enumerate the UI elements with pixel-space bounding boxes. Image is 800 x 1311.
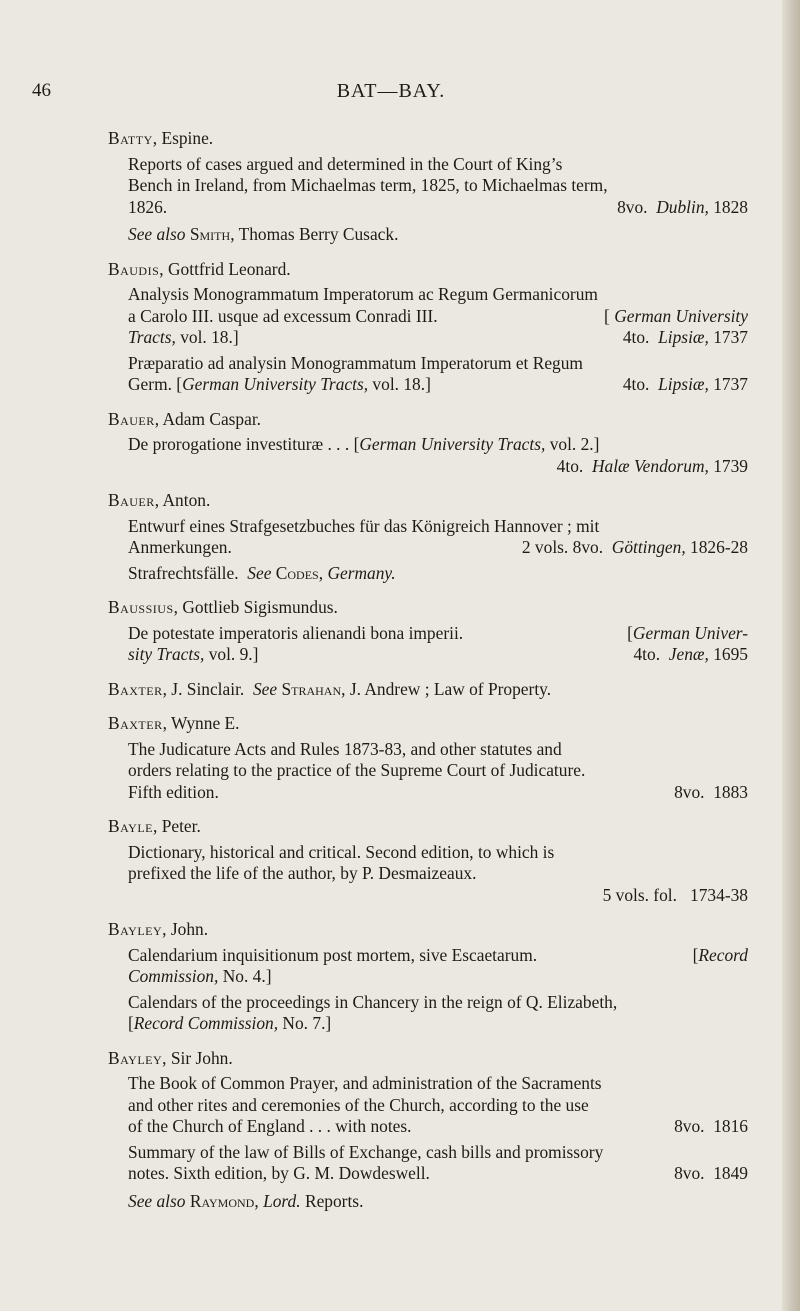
imprint-line: [128, 1163, 748, 1185]
imprint-line: [128, 197, 748, 219]
see-label: See: [247, 562, 272, 583]
format: 8vo.: [617, 196, 648, 217]
ref-tail: Reports.: [304, 1190, 364, 1211]
surname: Bauer: [108, 490, 155, 510]
entry-baxter-wynne: [108, 713, 748, 803]
imprint: [617, 197, 748, 219]
series-name: German Univer-: [632, 622, 748, 643]
entry-batty: [108, 128, 748, 246]
entry-bayle: [108, 816, 748, 906]
see-also: [128, 1191, 748, 1213]
page-number: 46: [32, 80, 51, 101]
given-name: , Adam Caspar.: [154, 408, 262, 429]
entry-heading: [108, 679, 748, 701]
imprint-line: [128, 782, 748, 804]
given-name: , Anton.: [154, 490, 211, 510]
title-part: Germ.: [128, 374, 172, 394]
surname: Bayle: [108, 816, 153, 836]
entry-heading: [108, 259, 748, 281]
year: 1737: [713, 374, 748, 394]
work: [128, 154, 748, 219]
series-rest: vol. 2.]: [545, 434, 600, 454]
format: 4to.: [622, 374, 650, 394]
series-rest: No. 7.]: [278, 1013, 332, 1033]
title-line: [128, 563, 748, 585]
title-text: Calendarium inquisitionum post mortem, sive Escaetarum.: [128, 944, 538, 965]
year: 1828: [713, 196, 748, 217]
ref-name: Raymond: [189, 1190, 255, 1211]
format: 4to.: [556, 455, 584, 476]
year: 1883: [713, 781, 748, 802]
surname: Baxter: [108, 678, 163, 699]
title-line: Fifth edition.: [128, 781, 219, 802]
imprint-line: [128, 327, 748, 349]
given-name: , Espine.: [152, 128, 214, 148]
year: 1739: [713, 455, 748, 476]
imprint: [674, 782, 748, 804]
work: [128, 434, 748, 477]
entry-baussius: [108, 597, 748, 666]
surname: Baudis: [108, 258, 160, 279]
series-name: Record Commission,: [133, 1013, 279, 1033]
surname: Bauer: [108, 408, 155, 429]
series-rest: vol. 18.]: [175, 327, 239, 347]
running-head: BAT—BAY.: [336, 80, 446, 102]
format: 5 vols. fol.: [602, 884, 677, 905]
title-line: Summary of the law of Bills of Exchange, cash bills and promissory: [128, 1141, 604, 1162]
entry-baxter-sinclair: [108, 679, 748, 701]
entry-heading: [108, 816, 748, 838]
series-name: sity Tracts,: [128, 644, 205, 664]
bracket: [: [604, 305, 610, 326]
entry-heading: [108, 919, 748, 941]
work: [128, 739, 748, 804]
place: Jenæ,: [668, 644, 709, 664]
year: 1695: [713, 644, 748, 664]
format: 8vo.: [674, 1116, 705, 1136]
given-name: , Wynne E.: [162, 713, 240, 733]
imprint: [522, 537, 748, 559]
format: 8vo.: [674, 781, 705, 802]
series-name: Record: [698, 944, 748, 965]
year: 1737: [713, 327, 748, 347]
series-cont: [128, 644, 258, 666]
series-name: German University Tracts,: [182, 374, 369, 394]
title-line: orders relating to the practice of the Supreme Court of Judicature.: [128, 760, 586, 780]
year: 1826-28: [690, 537, 748, 557]
place: Lipsiæ,: [658, 374, 709, 394]
work: [128, 945, 748, 988]
title-line: Calendars of the proceedings in Chancery in the reign of Q. Elizabeth,: [128, 991, 618, 1012]
title-line: prefixed the life of the author, by P. Desmaizeaux.: [128, 863, 477, 883]
year: 1734-38: [690, 884, 748, 905]
work: [128, 1073, 748, 1138]
imprint: [633, 644, 748, 666]
entry-bauer-adam: [108, 409, 748, 478]
given-name: , J. Sinclair.: [162, 678, 245, 699]
title-line: The Judicature Acts and Rules 1873-83, and other statutes and: [128, 738, 562, 759]
given-name: , Sir John.: [162, 1047, 233, 1068]
imprint-line: [128, 456, 748, 478]
surname: Bayley: [108, 1047, 163, 1068]
title-line: 1826.: [128, 196, 168, 217]
series-name: German University Tracts,: [359, 434, 546, 454]
surname: Batty: [108, 128, 153, 148]
year: 1849: [713, 1163, 748, 1183]
format: 8vo.: [674, 1163, 705, 1183]
title-line: and other rites and ceremonies of the Church, according to the use: [128, 1094, 589, 1115]
see-label: See also: [128, 1190, 186, 1211]
given-name: , John.: [162, 919, 209, 939]
given-name: , Gottfrid Leonard.: [159, 258, 291, 279]
imprint-line: [128, 537, 748, 559]
series-name: German University: [614, 305, 748, 326]
ref-name: Smith: [189, 224, 231, 244]
title-line: [128, 945, 748, 967]
title-text: De potestate imperatoris alienandi bona imperii.: [128, 622, 464, 643]
title-line: notes. Sixth edition, by G. M. Dowdeswell.: [128, 1163, 430, 1183]
format: 4to.: [633, 644, 661, 664]
title-line: [128, 623, 748, 645]
title-line: Reports of cases argued and determined in the Court of King’s: [128, 153, 563, 174]
work: [128, 563, 748, 585]
ref-italic: Lord.: [263, 1190, 301, 1211]
entry-bauer-anton: [108, 490, 748, 584]
format: 2 vols. 8vo.: [521, 537, 604, 557]
place: Dublin,: [656, 196, 709, 217]
given-name: , Peter.: [153, 816, 201, 836]
ref-rest: , Thomas Berry Cusack.: [230, 224, 399, 244]
title-line: [128, 306, 748, 328]
title-line: De prorogatione investituræ . . . [German University Tracts, vol. 2.]: [128, 434, 600, 454]
place: Halæ Vendorum,: [591, 455, 709, 476]
title-line: [Record Commission, No. 7.]: [128, 1013, 332, 1033]
work: [128, 1142, 748, 1185]
imprint-line: [128, 1116, 748, 1138]
imprint: [674, 1116, 748, 1138]
imprint-line: [128, 644, 748, 666]
title-text: a Carolo III. usque ad excessum Conradi III.: [128, 305, 438, 326]
ref-name: Strahan: [281, 678, 342, 699]
title-line: The Book of Common Prayer, and administration of the Sacraments: [128, 1073, 602, 1093]
given-name: , Gottlieb Sigismundus.: [173, 597, 338, 617]
imprint: [674, 1163, 748, 1185]
see-label: See also: [128, 224, 186, 244]
entry-heading: [108, 1048, 748, 1070]
ref-rest: ,: [318, 562, 324, 583]
see-label: See: [252, 678, 278, 699]
series-note: [Record: [692, 944, 748, 965]
ref-rest: , J. Andrew ; Law of Property.: [341, 678, 552, 699]
format: 4to.: [622, 327, 650, 347]
entry-heading: [108, 409, 748, 431]
entry-heading: [108, 490, 748, 512]
ref-rest: ,: [254, 1190, 259, 1211]
place: Göttingen,: [611, 537, 686, 557]
series-note: [German Univer-: [627, 622, 748, 643]
ref-name: Codes: [275, 562, 319, 583]
title-text: Germ. [German University Tracts, vol. 18.]: [128, 374, 431, 394]
work: [128, 992, 748, 1035]
work: [128, 516, 748, 559]
series-rest: vol. 9.]: [204, 644, 259, 664]
series-note: [604, 306, 748, 328]
ref-italic: Germany.: [327, 562, 396, 583]
entry-baudis: [108, 259, 748, 396]
title-line: Bench in Ireland, from Michaelmas term, 1825, to Michaelmas term,: [128, 175, 608, 195]
title-line: Dictionary, historical and critical. Second edition, to which is: [128, 841, 555, 862]
title-line: Entwurf eines Strafgesetzbuches für das Königreich Hannover ; mit: [128, 515, 600, 536]
surname: Baxter: [108, 713, 163, 733]
imprint: [623, 327, 748, 349]
series-rest: No. 4.]: [218, 966, 272, 986]
entry-bayley-john: [108, 919, 748, 1035]
entry-bayley-sir-john: [108, 1048, 748, 1213]
title-part: Strafrechtsfälle.: [128, 562, 239, 583]
title-part: De prorogatione investituræ . . .: [128, 434, 350, 454]
surname: Bayley: [108, 919, 163, 939]
work: [128, 353, 748, 396]
work: [128, 623, 748, 666]
see-also: [128, 224, 748, 246]
year: 1816: [713, 1116, 748, 1136]
entry-heading: [108, 713, 748, 735]
entry-heading: [108, 128, 748, 150]
work: [128, 284, 748, 349]
title-line: Præparatio ad analysin Monogrammatum Imperatorum et Regum: [128, 352, 583, 373]
surname: Baussius: [108, 597, 174, 617]
title-line: Anmerkungen.: [128, 537, 232, 557]
entry-heading: [108, 597, 748, 619]
work: [128, 842, 748, 907]
title-line: of the Church of England . . . with notes.: [128, 1116, 412, 1136]
catalogue-entries: [108, 128, 748, 1225]
place: Lipsiæ,: [658, 327, 709, 347]
imprint-line: [128, 374, 748, 396]
series-cont: [128, 327, 239, 349]
imprint-line: [128, 885, 748, 907]
series-rest: vol. 18.]: [368, 374, 431, 394]
title-line: Analysis Monogrammatum Imperatorum ac Regum Germanicorum: [128, 284, 598, 304]
title-line: [128, 966, 748, 988]
series-name: Commission,: [128, 966, 219, 986]
page-edge: [782, 0, 800, 1311]
series-name: Tracts,: [128, 327, 176, 347]
imprint: [623, 374, 748, 396]
